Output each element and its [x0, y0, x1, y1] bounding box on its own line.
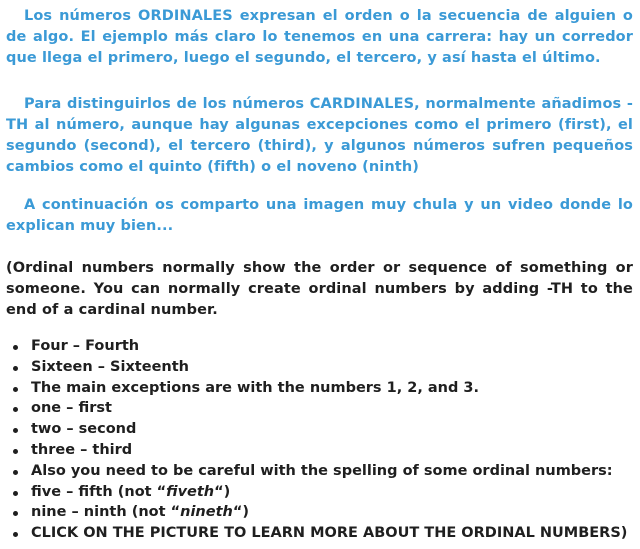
paragraph-cardinales: Para distinguirlos de los números CARDINALES, normalmente añadimos -TH al número, aunque hay algunas excepciones como el primero (first), el segundo (second), el tercero (third), y algunos números sufren pequeños cambios como el quinto (fifth) o el noveno (ninth) — [6, 96, 633, 175]
nine-text: nine – ninth (not “ — [31, 504, 181, 521]
list-item: Sixteen – Sixteenth — [12, 357, 636, 378]
list-item-five — [12, 482, 636, 503]
list-item-click-picture: CLICK ON THE PICTURE TO LEARN MORE ABOUT THE ORDINAL NUMBERS) — [12, 523, 636, 544]
list-item: two – second — [12, 419, 636, 440]
nine-misspelling: nineth — [180, 504, 233, 521]
paragraph-english-explanation: (Ordinal numbers normally show the order or sequence of something or someone. You can normally create ordinal numbers by adding -TH to the end of a cardinal number. — [6, 260, 633, 318]
five-misspelling: fiveth — [166, 483, 215, 500]
nine-close: “) — [232, 504, 250, 521]
paragraph-continuacion: A continuación os comparto una imagen muy chula y un video donde lo explican muy bien... — [6, 197, 633, 234]
list-item: one – first — [12, 398, 636, 419]
five-close: “) — [214, 483, 231, 500]
paragraph-ordinales-intro: Los números ORDINALES expresan el orden o la secuencia de alguien o de algo. El ejemplo más claro lo tenemos en una carrera: hay un corredor que llega el primero, luego el segundo, el tercero, y así hasta el último. — [6, 8, 633, 66]
list-item: three – third — [12, 440, 636, 461]
list-item: The main exceptions are with the numbers 1, 2, and 3. — [12, 378, 636, 399]
ordinal-examples-list — [12, 336, 636, 544]
list-item-nine — [12, 502, 636, 523]
list-item: Also you need to be careful with the spelling of some ordinal numbers: — [12, 461, 636, 482]
list-item: Four – Fourth — [12, 336, 636, 357]
five-text: five – fifth (not “ — [31, 483, 167, 500]
